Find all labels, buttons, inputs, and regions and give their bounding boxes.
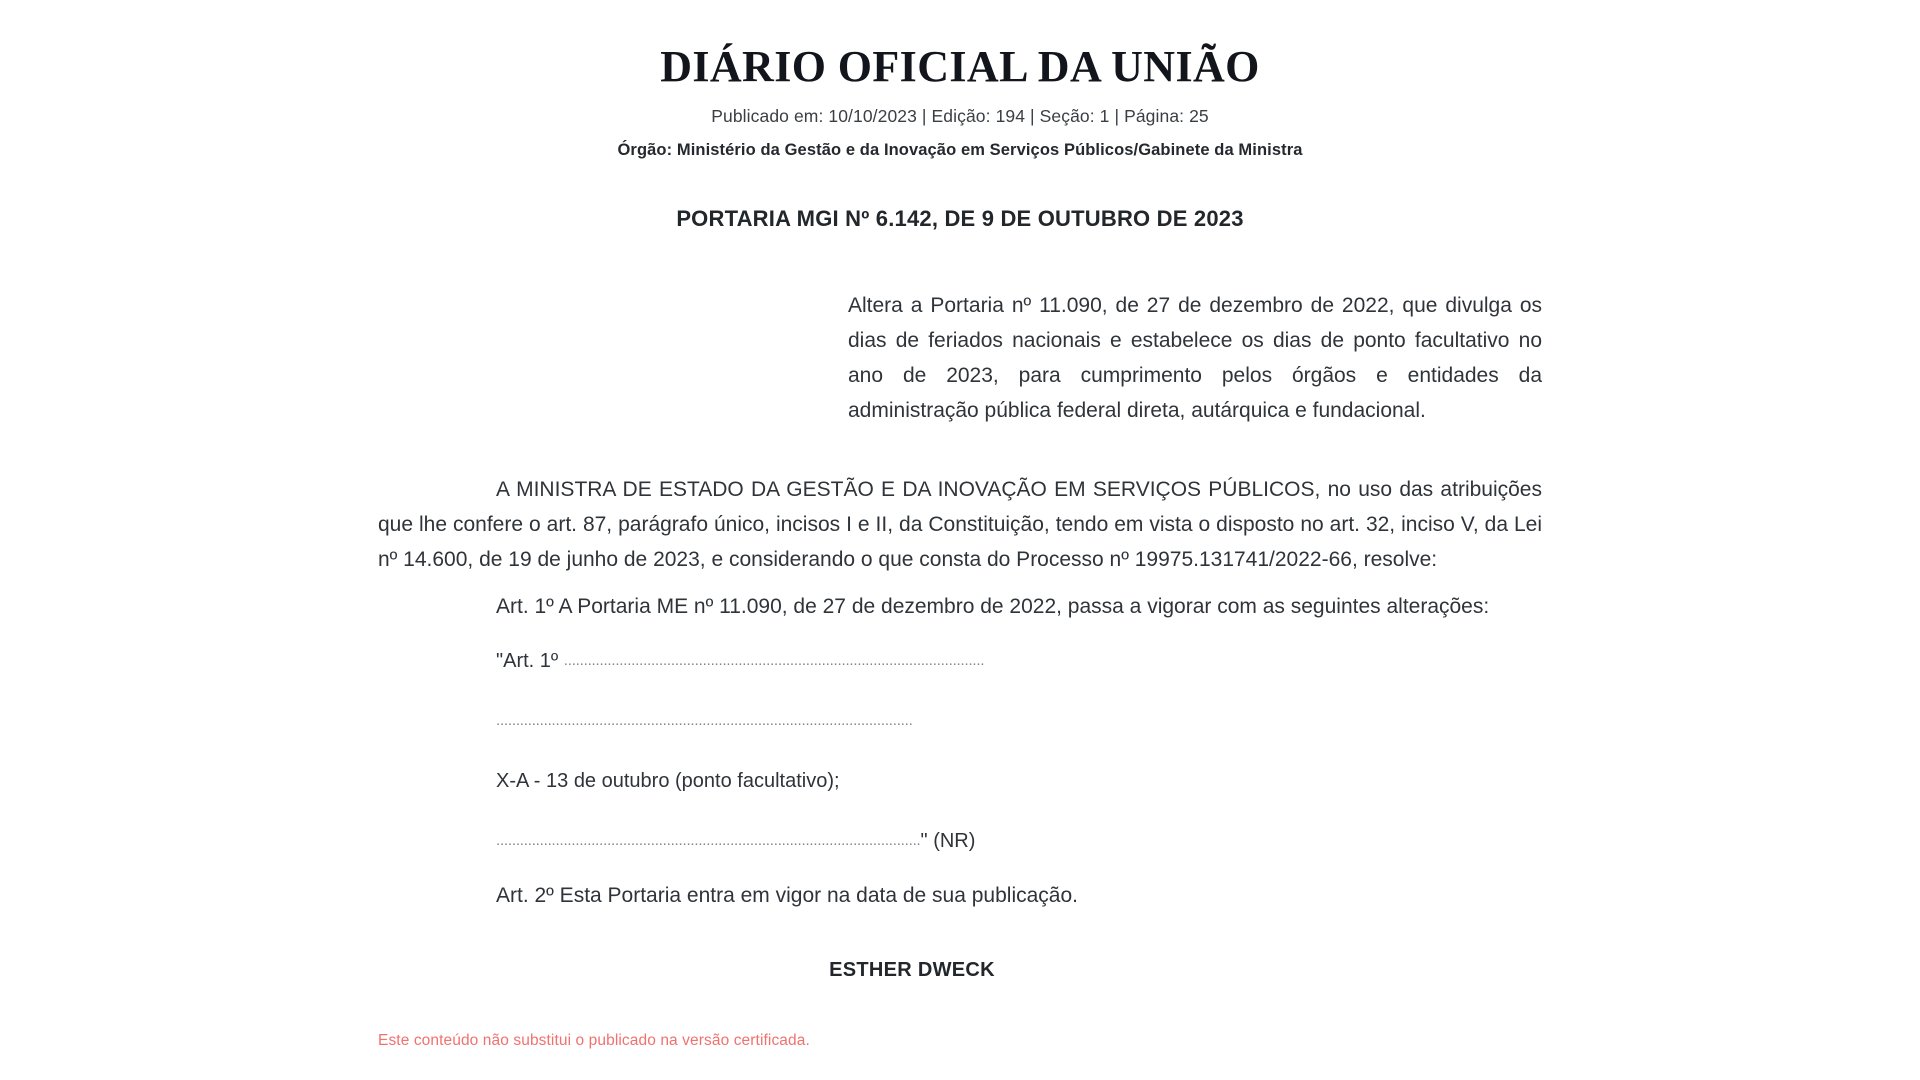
preamble-paragraph: A MINISTRA DE ESTADO DA GESTÃO E DA INOVAÇÃO EM SERVIÇOS PÚBLICOS, no uso das atribuições que lhe confere o art. 87, parágrafo único, incisos I e II, da Constituição, tendo em vista o disposto no art. 32, inciso V, da Lei nº 14.600, de 19 de junho de 2023, e considerando o que consta do Processo nº 19975.131741/2022-66, resolve: — [378, 478, 1542, 572]
document-header — [0, 44, 1920, 160]
quoted-item-x-a-text: X-A - 13 de outubro (ponto facultativo); — [496, 770, 840, 793]
quoted-article-1-label: "Art. 1º — [496, 650, 559, 673]
quoted-nr-mark: " (NR) — [920, 830, 976, 853]
publication-metadata: Publicado em: 10/10/2023 | Edição: 194 | Seção: 1 | Página: 25 — [711, 106, 1209, 127]
page-title: DIÁRIO OFICIAL DA UNIÃO — [660, 42, 1260, 91]
quoted-closing-line — [496, 826, 1542, 856]
act-title: PORTARIA MGI Nº 6.142, DE 9 DE OUTUBRO DE 2023 — [676, 206, 1244, 232]
dotted-leader-1: .......................................................................................................... — [563, 652, 985, 670]
act-summary: Altera a Portaria nº 11.090, de 27 de dezembro de 2022, que divulga os dias de feriados nacionais e estabelece os dias de ponto facultativo no ano de 2023, para cumprimento pelos órgãos e entidades da administração pública federal direta, autárquica e fundacional. — [848, 294, 1542, 423]
article-2-paragraph: Art. 2º Esta Portaria entra em vigor na data de sua publicação. — [496, 884, 1078, 908]
quoted-omission-line-2 — [496, 706, 1542, 736]
issuing-organ: Órgão: Ministério da Gestão e da Inovação em Serviços Públicos/Gabinete da Ministra — [617, 141, 1303, 160]
certification-disclaimer: Este conteúdo não substitui o publicado na versão certificada. — [378, 1032, 810, 1049]
quoted-article-1-line — [496, 646, 1542, 676]
article-1-paragraph: Art. 1º A Portaria ME nº 11.090, de 27 de dezembro de 2022, passa a vigorar com as seguintes alterações: — [496, 595, 1490, 619]
dotted-leader-2: ......................................................................................................... — [496, 712, 913, 730]
dotted-leader-3: ........................................................................................................... — [496, 832, 921, 850]
document-body — [378, 160, 1542, 982]
amended-text-block — [378, 646, 1542, 856]
quoted-item-x-a — [496, 766, 1542, 796]
signatory-name: ESTHER DWECK — [829, 959, 995, 982]
